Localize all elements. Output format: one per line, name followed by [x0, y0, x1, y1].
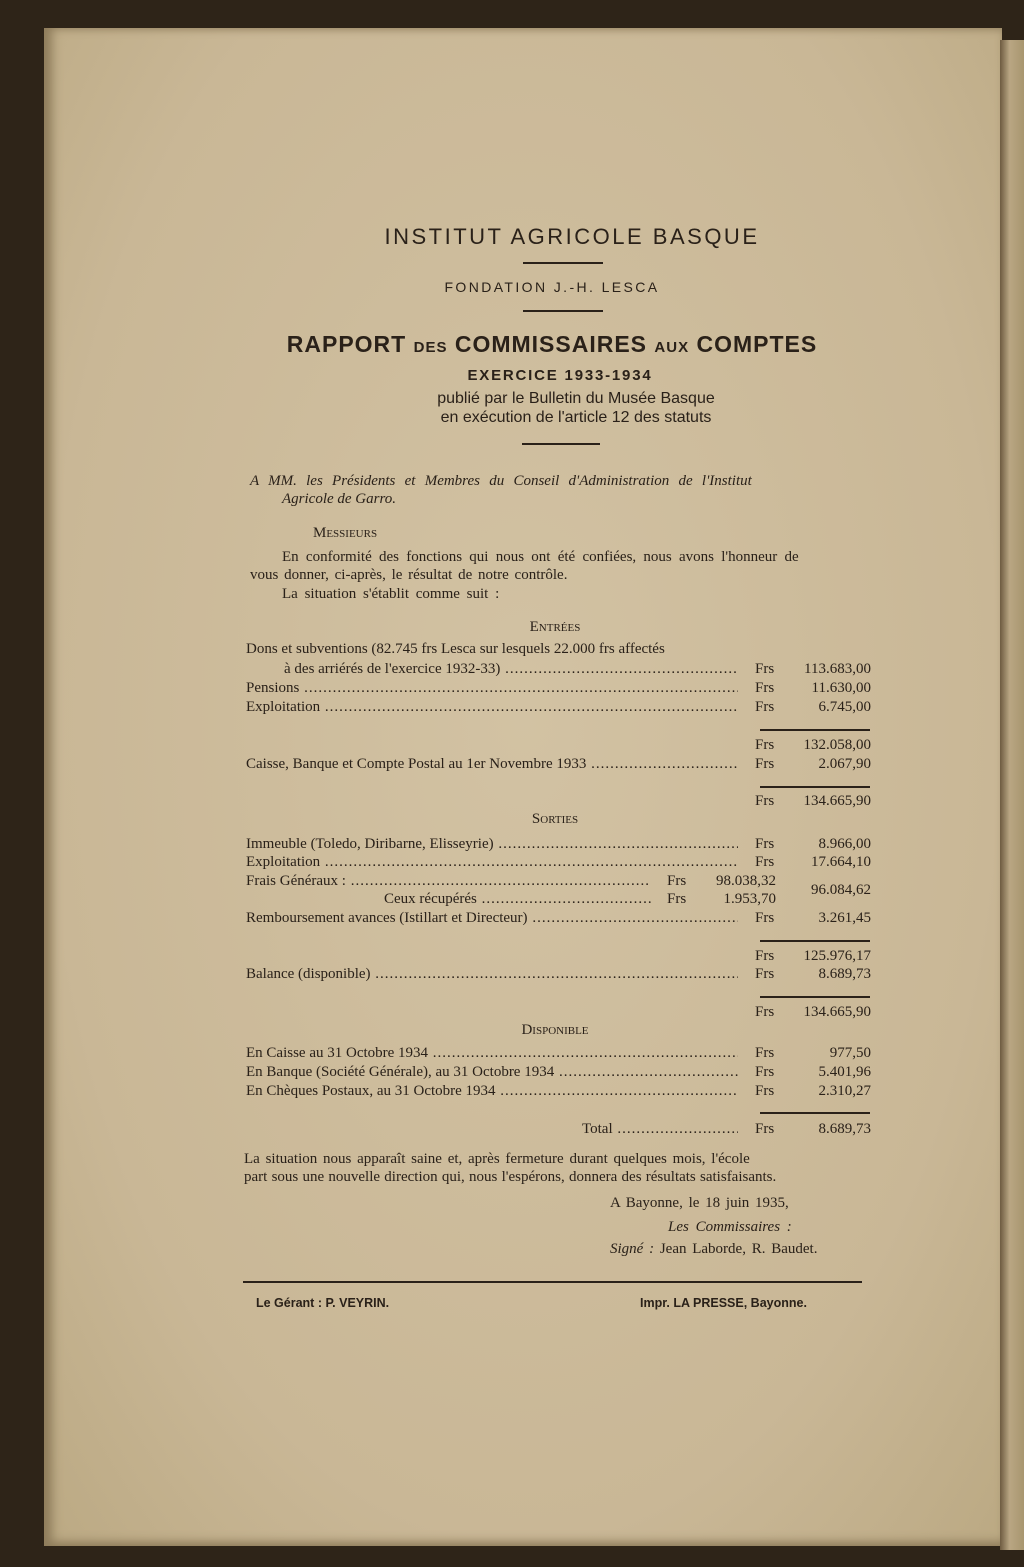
- row-label: Balance (disponible) .....: [246, 966, 738, 983]
- report-title-word: COMPTES: [696, 331, 818, 357]
- amount-value: 5.401,96: [818, 1064, 871, 1080]
- printer-credit: Impr. LA PRESSE, Bayonne.: [640, 1296, 807, 1310]
- ledger-row: [246, 966, 871, 985]
- amount-value: 6.745,00: [818, 699, 871, 715]
- signatory-names: Jean Laborde, R. Baudet.: [659, 1241, 818, 1257]
- ledger-row: [246, 1004, 871, 1023]
- row-label: Immeuble (Toledo, Diribarne, Elisseyrie) .....: [246, 836, 738, 853]
- report-title: [40, 331, 1024, 358]
- currency-label: Frs: [755, 836, 775, 852]
- currency-label: Frs: [667, 873, 687, 889]
- signatories-label: Les Commissaires :: [668, 1219, 792, 1235]
- row-label: En Caisse au 31 Octobre 1934 .....: [246, 1045, 738, 1062]
- report-title-word: DES: [413, 339, 448, 356]
- closing-line: La situation nous apparaît saine et, après fermeture durant quelques mois, l'école: [244, 1151, 750, 1167]
- amount-value: 113.683,00: [804, 661, 871, 677]
- ledger-row: [246, 1045, 871, 1064]
- amount-value: 17.664,10: [811, 854, 871, 870]
- total-amount: 125.976,17: [803, 948, 871, 964]
- ledger-row: [246, 661, 871, 680]
- publication-note: publié par le Bulletin du Musée Basque: [437, 390, 715, 407]
- currency-label: Frs: [755, 1083, 775, 1099]
- amount-value: 977,50: [829, 1045, 871, 1061]
- ledger-row: [246, 680, 871, 699]
- amount-value: 2.310,27: [818, 1083, 871, 1099]
- currency-label: Frs: [667, 891, 687, 907]
- sum-rule: [760, 1112, 870, 1114]
- currency-label: Frs: [755, 1121, 775, 1137]
- next-page-edge: [1000, 40, 1024, 1550]
- salutation: Messieurs: [313, 525, 378, 541]
- currency-label: Frs: [755, 661, 775, 677]
- row-label: Exploitation .....: [246, 699, 738, 716]
- row-label: En Chèques Postaux, au 31 Octobre 1934 .....: [246, 1083, 738, 1100]
- sum-rule: [760, 940, 870, 942]
- currency-label: Frs: [755, 756, 775, 772]
- currency-label: Frs: [755, 793, 775, 809]
- amount-value: 2.067,90: [818, 756, 871, 772]
- currency-label: Frs: [755, 1004, 775, 1020]
- address-line: A MM. les Présidents et Membres du Conseil d'Administration de l'Institut: [250, 473, 752, 489]
- amount-value: 8.689,73: [818, 1121, 871, 1137]
- sum-rule: [760, 996, 870, 998]
- amount-value: 3.261,45: [818, 910, 871, 926]
- paragraph-line: vous donner, ci-après, le résultat de notre contrôle.: [250, 567, 568, 583]
- statute-note: en exécution de l'article 12 des statuts: [440, 409, 712, 426]
- paragraph-line: En conformité des fonctions qui nous ont été confiées, nous avons l'honneur de: [282, 549, 799, 565]
- sum-rule: [760, 786, 870, 788]
- row-label: Ceux récupérés .....: [384, 891, 651, 908]
- row-label: Dons et subventions (82.745 frs Lesca sur lesquels 22.000 frs affectés: [246, 641, 665, 657]
- report-title-word: COMMISSAIRES: [454, 331, 648, 357]
- ledger-row: [246, 699, 871, 718]
- divider: [522, 443, 600, 445]
- amount-value: 8.966,00: [818, 836, 871, 852]
- closing-line: part sous une nouvelle direction qui, nous l'espérons, donnera des résultats satisfaisants.: [244, 1169, 777, 1185]
- sub-amount: 1.953,70: [723, 891, 776, 907]
- ledger-row: [246, 1064, 871, 1083]
- divider: [523, 262, 603, 264]
- amount-value: 8.689,73: [818, 966, 871, 982]
- total-amount: 132.058,00: [803, 737, 871, 753]
- row-label: à des arriérés de l'exercice 1932-33) .....: [284, 661, 738, 678]
- currency-label: Frs: [755, 1064, 775, 1080]
- foundation-subtitle: FONDATION J.-H. LESCA: [444, 279, 660, 295]
- currency-label: Frs: [755, 948, 775, 964]
- signed-label: Signé :: [610, 1241, 655, 1257]
- report-title-word: RAPPORT: [286, 331, 407, 357]
- row-label: Remboursement avances (Istillart et Directeur) .....: [246, 910, 738, 927]
- ledger-row: [246, 1083, 871, 1102]
- currency-label: Frs: [755, 1045, 775, 1061]
- currency-label: Frs: [755, 699, 775, 715]
- report-title-word: AUX: [654, 339, 690, 356]
- section-heading: Entrées: [529, 619, 581, 635]
- fiscal-year: EXERCICE 1933-1934: [467, 367, 653, 384]
- institute-title: INSTITUT AGRICOLE BASQUE: [384, 224, 760, 249]
- ledger-row: [246, 737, 871, 756]
- ledger-row: [246, 882, 871, 901]
- signature-line: [610, 1241, 817, 1258]
- ledger-row: [246, 793, 871, 812]
- row-label: Exploitation .....: [246, 854, 738, 871]
- section-heading: Disponible: [521, 1022, 589, 1038]
- total-amount: 134.665,90: [803, 793, 871, 809]
- total-amount: 134.665,90: [803, 1004, 871, 1020]
- row-label: En Banque (Société Générale), au 31 Octobre 1934 .....: [246, 1064, 738, 1081]
- row-label: Caisse, Banque et Compte Postal au 1er Novembre 1933 .....: [246, 756, 738, 773]
- address-line: Agricole de Garro.: [282, 491, 397, 507]
- divider: [523, 310, 603, 312]
- currency-label: Frs: [755, 966, 775, 982]
- amount-value: 11.630,00: [811, 680, 871, 696]
- footer-divider: [243, 1281, 862, 1283]
- currency-label: Frs: [755, 910, 775, 926]
- row-label: Pensions .....: [246, 680, 738, 697]
- currency-label: Frs: [755, 680, 775, 696]
- section-heading: Sorties: [531, 811, 579, 827]
- ledger-row: [246, 854, 871, 873]
- ledger-row: [246, 756, 871, 775]
- sub-amount: 98.038,32: [716, 873, 776, 889]
- ledger-row: [246, 910, 871, 929]
- sum-rule: [760, 729, 870, 731]
- ledger-row: [246, 836, 871, 855]
- paragraph-line: La situation s'établit comme suit :: [282, 586, 500, 602]
- row-label: Total .....: [582, 1121, 738, 1138]
- currency-label: Frs: [755, 854, 775, 870]
- ledger-row: [246, 641, 871, 660]
- place-date: A Bayonne, le 18 juin 1935,: [610, 1195, 789, 1211]
- manager-credit: Le Gérant : P. VEYRIN.: [256, 1296, 390, 1310]
- currency-label: Frs: [755, 737, 775, 753]
- ledger-row: [246, 948, 871, 967]
- row-label: Frais Généraux : .....: [246, 873, 651, 890]
- net-amount: 96.084,62: [811, 882, 871, 898]
- ledger-row: [246, 1121, 871, 1140]
